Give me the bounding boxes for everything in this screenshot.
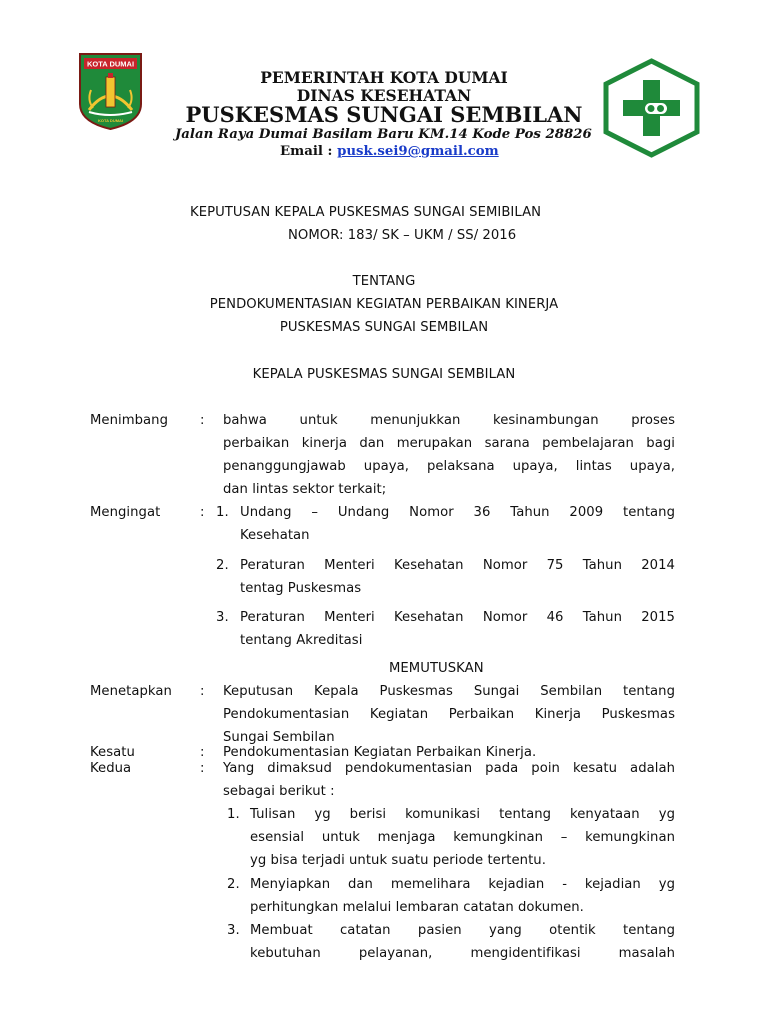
- email-label: Email :: [280, 144, 338, 159]
- decree-number: NOMOR: 183/ SK – UKM / SS/ 2016: [288, 228, 517, 243]
- kedua-colon: :: [200, 761, 205, 776]
- government-name: PEMERINTAH KOTA DUMAI: [260, 68, 508, 87]
- kesatu-text: Pendokumentasian Kegiatan Perbaikan Kinerja.: [223, 745, 537, 760]
- department-name: DINAS KESEHATAN: [296, 86, 472, 105]
- kedua-item-line: perhitungkan melalui lembaran catatan dokumen.: [250, 900, 584, 915]
- subject-line-2: PUSKESMAS SUNGAI SEMBILAN: [279, 320, 489, 335]
- menimbang-line: bahwa untuk menunjukkan kesinambungan proses: [223, 413, 675, 428]
- mengingat-item-number: 1.: [216, 505, 229, 520]
- kedua-item-line: Membuat catatan pasien yang otentik tentang: [250, 923, 675, 938]
- about-heading: TENTANG: [352, 274, 416, 289]
- kedua-item-line: kebutuhan pelayanan, mengidentifikasi masalah: [250, 946, 675, 961]
- mengingat-label: Mengingat: [90, 505, 161, 520]
- menimbang-line: penanggungjawab upaya, pelaksana upaya, lintas upaya,: [223, 459, 675, 474]
- subject-line-1: PENDOKUMENTASIAN KEGIATAN PERBAIKAN KINERJA: [209, 297, 559, 312]
- memutuskan-heading: MEMUTUSKAN: [389, 661, 484, 676]
- mengingat-item-line: tentang Akreditasi: [240, 633, 363, 648]
- institution-address: Jalan Raya Dumai Basilam Baru KM.14 Kode Pos 28826: [175, 127, 592, 142]
- mengingat-colon: :: [200, 505, 205, 520]
- mengingat-item-line: Kesehatan: [240, 528, 310, 543]
- emblem-title-text: KOTA DUMAI: [86, 59, 135, 69]
- menetapkan-colon: :: [200, 684, 205, 699]
- menetapkan-label: Menetapkan: [90, 684, 172, 699]
- kedua-line: sebagai berikut :: [223, 784, 335, 799]
- emblem-subtitle-text: KOTA DUMAI: [97, 118, 124, 123]
- menetapkan-line: Pendokumentasian Kegiatan Perbaikan Kinerja Puskesmas: [223, 707, 675, 722]
- mengingat-item-line: tentag Puskesmas: [240, 581, 362, 596]
- mengingat-item-number: 3.: [216, 610, 229, 625]
- menetapkan-line: Keputusan Kepala Puskesmas Sungai Sembilan tentang: [223, 684, 675, 699]
- mengingat-item-number: 2.: [216, 558, 229, 573]
- menimbang-line: perbaikan kinerja dan merupakan sarana pembelajaran bagi: [223, 436, 675, 451]
- menimbang-line: dan lintas sektor terkait;: [223, 482, 387, 497]
- email-line: [280, 144, 499, 159]
- kedua-line: Yang dimaksud pendokumentasian pada poin kesatu adalah: [223, 761, 675, 776]
- mengingat-item-line: Peraturan Menteri Kesehatan Nomor 46 Tahun 2015: [240, 610, 675, 625]
- kedua-item-number: 3.: [227, 923, 240, 938]
- menetapkan-line: Sungai Sembilan: [223, 730, 335, 745]
- menimbang-label: Menimbang: [90, 413, 168, 428]
- kedua-label: Kedua: [90, 761, 132, 776]
- kedua-item-line: Tulisan yg berisi komunikasi tentang kenyataan yg: [250, 807, 675, 822]
- authority-heading: KEPALA PUSKESMAS SUNGAI SEMBILAN: [252, 367, 516, 382]
- kedua-item-line: Menyiapkan dan memelihara kejadian - kejadian yg: [250, 877, 675, 892]
- menimbang-colon: :: [200, 413, 205, 428]
- mengingat-item-line: Peraturan Menteri Kesehatan Nomor 75 Tahun 2014: [240, 558, 675, 573]
- kedua-item-number: 1.: [227, 807, 240, 822]
- email-link[interactable]: pusk.sei9@gmail.com: [337, 144, 499, 159]
- kesatu-colon: :: [200, 745, 205, 760]
- institution-title: PUSKESMAS SUNGAI SEMBILAN: [185, 102, 583, 127]
- kedua-item-line: esensial untuk menjaga kemungkinan – kemungkinan: [250, 830, 675, 845]
- decree-title: KEPUTUSAN KEPALA PUSKESMAS SUNGAI SEMIBILAN: [190, 205, 542, 220]
- kesatu-label: Kesatu: [90, 745, 135, 760]
- kedua-item-line: yg bisa terjadi untuk suatu periode tertentu.: [250, 853, 546, 868]
- kedua-item-number: 2.: [227, 877, 240, 892]
- mengingat-item-line: Undang – Undang Nomor 36 Tahun 2009 tentang: [240, 505, 675, 520]
